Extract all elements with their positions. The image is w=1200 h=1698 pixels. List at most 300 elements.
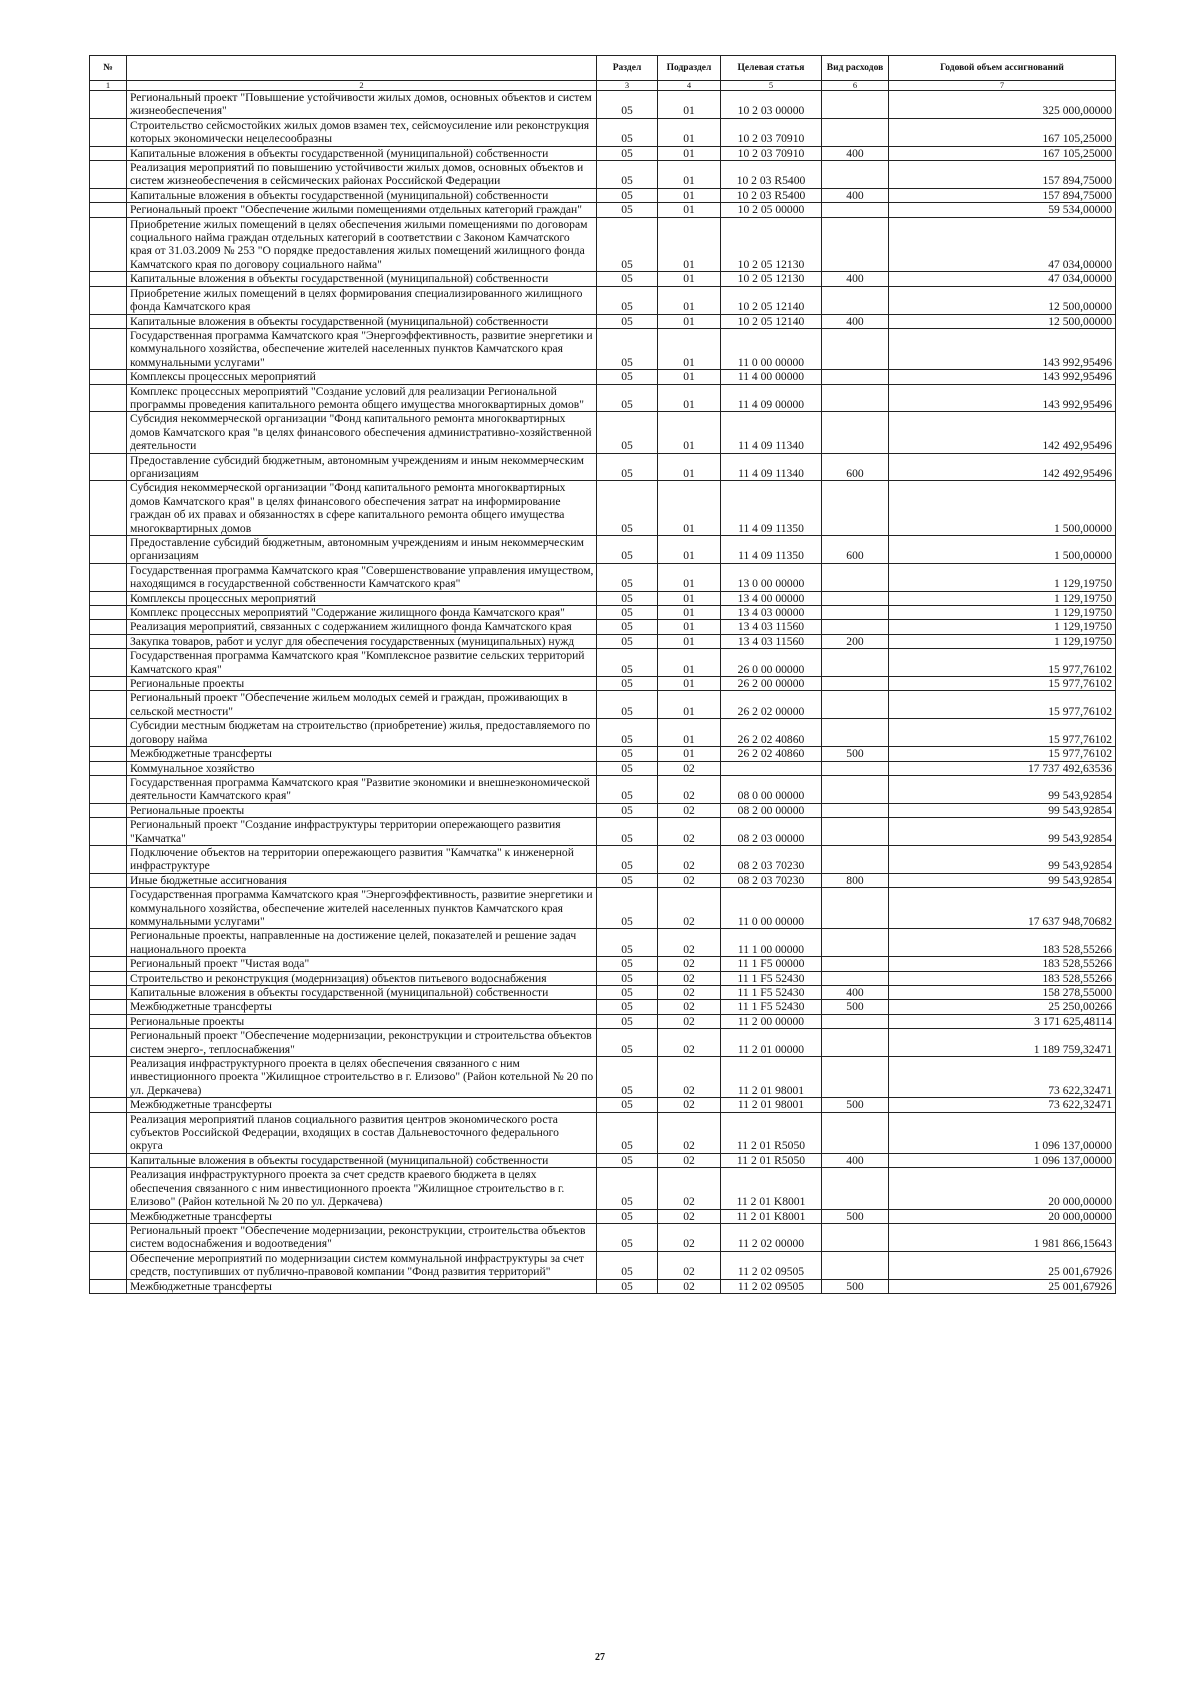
row-razdel: 05	[597, 803, 658, 817]
row-podrazdel: 02	[658, 803, 721, 817]
row-razdel: 05	[597, 272, 658, 286]
row-razdel: 05	[597, 1251, 658, 1279]
row-num	[90, 634, 127, 648]
table-row	[90, 272, 1116, 286]
row-target: 11 2 01 98001	[721, 1098, 822, 1112]
row-podrazdel: 01	[658, 563, 721, 591]
row-razdel: 05	[597, 606, 658, 620]
row-amount: 1 129,19750	[889, 563, 1116, 591]
row-amount: 15 977,76102	[889, 677, 1116, 691]
row-amount: 12 500,00000	[889, 286, 1116, 314]
row-num	[90, 677, 127, 691]
row-podrazdel: 02	[658, 1168, 721, 1209]
row-podrazdel: 01	[658, 453, 721, 481]
row-razdel: 05	[597, 1168, 658, 1209]
row-target: 11 4 00 00000	[721, 370, 822, 384]
table-row	[90, 1098, 1116, 1112]
row-podrazdel: 02	[658, 1014, 721, 1028]
row-target: 11 2 01 R5050	[721, 1153, 822, 1167]
table-row	[90, 775, 1116, 803]
row-razdel: 05	[597, 691, 658, 719]
table-row	[90, 328, 1116, 369]
row-podrazdel: 02	[658, 957, 721, 971]
row-num	[90, 929, 127, 957]
row-podrazdel: 01	[658, 536, 721, 564]
row-num	[90, 188, 127, 202]
row-vid: 500	[822, 1098, 889, 1112]
table-row	[90, 591, 1116, 605]
header-razdel: Раздел	[597, 56, 658, 81]
row-amount: 15 977,76102	[889, 649, 1116, 677]
row-target: 11 0 00 00000	[721, 328, 822, 369]
row-num	[90, 370, 127, 384]
table-row	[90, 691, 1116, 719]
row-amount: 1 096 137,00000	[889, 1153, 1116, 1167]
row-vid	[822, 845, 889, 873]
row-name: Обеспечение мероприятий по модернизации систем коммунальной инфраструктуры за счет средств, поступивших от публично-правовой компании "Фонд развития территорий"	[127, 1251, 597, 1279]
row-num	[90, 1153, 127, 1167]
row-vid: 600	[822, 453, 889, 481]
row-razdel: 05	[597, 873, 658, 887]
row-vid: 400	[822, 188, 889, 202]
row-razdel: 05	[597, 370, 658, 384]
row-vid	[822, 118, 889, 146]
row-amount: 1 500,00000	[889, 481, 1116, 536]
row-vid	[822, 481, 889, 536]
table-row	[90, 161, 1116, 189]
row-name: Комплексы процессных мероприятий	[127, 591, 597, 605]
row-name: Предоставление субсидий бюджетным, автономным учреждениям и иным некоммерческим организациям	[127, 536, 597, 564]
row-target: 11 1 F5 52430	[721, 1000, 822, 1014]
row-amount: 17 737 492,63536	[889, 761, 1116, 775]
header-amount: Годовой объем ассигнований	[889, 56, 1116, 81]
row-num	[90, 1223, 127, 1251]
row-name: Региональный проект "Обеспечение жилыми помещениями отдельных категорий граждан"	[127, 203, 597, 217]
table-row	[90, 971, 1116, 985]
row-num	[90, 1057, 127, 1098]
row-amount: 183 528,55266	[889, 971, 1116, 985]
row-num	[90, 719, 127, 747]
row-razdel: 05	[597, 719, 658, 747]
row-amount: 167 105,25000	[889, 146, 1116, 160]
row-target: 11 1 F5 52430	[721, 971, 822, 985]
row-target: 10 2 05 12140	[721, 286, 822, 314]
row-vid	[822, 384, 889, 412]
row-razdel: 05	[597, 1098, 658, 1112]
row-num	[90, 1029, 127, 1057]
row-podrazdel: 01	[658, 747, 721, 761]
row-amount: 3 171 625,48114	[889, 1014, 1116, 1028]
row-razdel: 05	[597, 845, 658, 873]
row-num	[90, 1251, 127, 1279]
row-vid	[822, 1014, 889, 1028]
row-amount: 1 129,19750	[889, 606, 1116, 620]
row-name: Региональный проект "Обеспечение модернизации, реконструкции и строительства объектов систем энерго-, теплоснабжения"	[127, 1029, 597, 1057]
row-amount: 183 528,55266	[889, 929, 1116, 957]
column-number: 5	[721, 81, 822, 91]
row-name: Комплексы процессных мероприятий	[127, 370, 597, 384]
row-vid	[822, 1112, 889, 1153]
column-number: 1	[90, 81, 127, 91]
row-name: Субсидия некоммерческой организации "Фонд капитального ремонта многоквартирных домов Камчатского края" в целях финансового обеспечения затрат на информирование граждан об их правах и обязанностях в сфере капитального ремонта общего имущества многоквартирных домов	[127, 481, 597, 536]
table-row	[90, 1251, 1116, 1279]
table-row	[90, 188, 1116, 202]
table-row	[90, 1223, 1116, 1251]
row-num	[90, 1098, 127, 1112]
row-num	[90, 563, 127, 591]
row-name: Закупка товаров, работ и услуг для обеспечения государственных (муниципальных) нужд	[127, 634, 597, 648]
row-name: Реализация инфраструктурного проекта за счет средств краевого бюджета в целях обеспечения связанного с ним инвестиционного проекта "Жилищное строительство в г. Елизово" (Район котельной № 20 по ул. Деркачева)	[127, 1168, 597, 1209]
table-row	[90, 563, 1116, 591]
table-row	[90, 873, 1116, 887]
row-podrazdel: 02	[658, 1223, 721, 1251]
row-vid: 400	[822, 146, 889, 160]
row-vid: 500	[822, 1000, 889, 1014]
row-podrazdel: 02	[658, 845, 721, 873]
row-name: Межбюджетные трансферты	[127, 1209, 597, 1223]
row-name: Региональный проект "Создание инфраструктуры территории опережающего развития "Камчатка"	[127, 818, 597, 846]
row-target: 13 4 00 00000	[721, 591, 822, 605]
row-podrazdel: 01	[658, 203, 721, 217]
row-podrazdel: 02	[658, 1098, 721, 1112]
row-razdel: 05	[597, 314, 658, 328]
row-razdel: 05	[597, 620, 658, 634]
row-podrazdel: 02	[658, 775, 721, 803]
table-row	[90, 747, 1116, 761]
row-razdel: 05	[597, 384, 658, 412]
row-target: 10 2 03 70910	[721, 146, 822, 160]
row-podrazdel: 02	[658, 818, 721, 846]
table-row	[90, 803, 1116, 817]
header-target: Целевая статья	[721, 56, 822, 81]
row-amount: 17 637 948,70682	[889, 888, 1116, 929]
row-vid	[822, 761, 889, 775]
row-razdel: 05	[597, 929, 658, 957]
row-amount: 15 977,76102	[889, 691, 1116, 719]
row-amount: 1 129,19750	[889, 591, 1116, 605]
table-row	[90, 1057, 1116, 1098]
row-podrazdel: 02	[658, 1209, 721, 1223]
row-razdel: 05	[597, 203, 658, 217]
row-vid	[822, 888, 889, 929]
row-vid	[822, 606, 889, 620]
row-vid	[822, 1251, 889, 1279]
row-razdel: 05	[597, 161, 658, 189]
row-num	[90, 384, 127, 412]
row-name: Государственная программа Камчатского края "Энергоэффективность, развитие энергетики и коммунального хозяйства, обеспечение жителей населенных пунктов Камчатского края коммунальными услугами"	[127, 328, 597, 369]
row-razdel: 05	[597, 1223, 658, 1251]
row-vid: 500	[822, 1279, 889, 1293]
row-razdel: 05	[597, 1153, 658, 1167]
row-amount: 1 129,19750	[889, 620, 1116, 634]
row-num	[90, 971, 127, 985]
row-target: 13 4 03 00000	[721, 606, 822, 620]
header-row	[90, 56, 1116, 81]
row-target: 10 2 05 12130	[721, 272, 822, 286]
row-razdel: 05	[597, 775, 658, 803]
column-number-row	[90, 81, 1116, 91]
row-razdel: 05	[597, 986, 658, 1000]
row-amount: 143 992,95496	[889, 384, 1116, 412]
row-razdel: 05	[597, 1112, 658, 1153]
row-amount: 325 000,00000	[889, 91, 1116, 119]
row-target: 11 0 00 00000	[721, 888, 822, 929]
table-row	[90, 118, 1116, 146]
row-amount: 59 534,00000	[889, 203, 1116, 217]
row-name: Региональный проект "Обеспечение жильем молодых семей и граждан, проживающих в сельской местности"	[127, 691, 597, 719]
row-podrazdel: 01	[658, 384, 721, 412]
row-target: 10 2 05 00000	[721, 203, 822, 217]
table-row	[90, 634, 1116, 648]
row-name: Региональный проект "Повышение устойчивости жилых домов, основных объектов и систем жизнеобеспечения"	[127, 91, 597, 119]
row-vid: 200	[822, 634, 889, 648]
row-podrazdel: 01	[658, 719, 721, 747]
row-num	[90, 649, 127, 677]
row-podrazdel: 01	[658, 634, 721, 648]
row-razdel: 05	[597, 888, 658, 929]
row-amount: 142 492,95496	[889, 412, 1116, 453]
row-amount: 73 622,32471	[889, 1057, 1116, 1098]
column-number: 4	[658, 81, 721, 91]
row-target: 08 2 00 00000	[721, 803, 822, 817]
row-target: 11 2 02 09505	[721, 1279, 822, 1293]
row-num	[90, 314, 127, 328]
row-podrazdel: 02	[658, 929, 721, 957]
row-name: Реализация инфраструктурного проекта в целях обеспечения связанного с ним инвестиционного проекта "Жилищное строительство в г. Елизово" (Район котельной № 20 по ул. Деркачева)	[127, 1057, 597, 1098]
row-razdel: 05	[597, 761, 658, 775]
row-razdel: 05	[597, 677, 658, 691]
header-podrazdel: Подраздел	[658, 56, 721, 81]
table-row	[90, 536, 1116, 564]
row-num	[90, 91, 127, 119]
row-vid	[822, 286, 889, 314]
row-target: 08 0 00 00000	[721, 775, 822, 803]
row-razdel: 05	[597, 118, 658, 146]
row-name: Иные бюджетные ассигнования	[127, 873, 597, 887]
page-number: 27	[595, 1652, 605, 1663]
row-target: 10 2 03 R5400	[721, 188, 822, 202]
header-vid: Вид расходов	[822, 56, 889, 81]
row-razdel: 05	[597, 188, 658, 202]
row-vid	[822, 161, 889, 189]
row-num	[90, 873, 127, 887]
row-podrazdel: 02	[658, 986, 721, 1000]
row-name: Комплекс процессных мероприятий "Содержание жилищного фонда Камчатского края"	[127, 606, 597, 620]
row-name: Субсидии местным бюджетам на строительство (приобретение) жилья, предоставляемого по договору найма	[127, 719, 597, 747]
row-podrazdel: 01	[658, 412, 721, 453]
row-podrazdel: 01	[658, 314, 721, 328]
column-number: 2	[127, 81, 597, 91]
row-podrazdel: 01	[658, 691, 721, 719]
row-name: Реализация мероприятий по повышению устойчивости жилых домов, основных объектов и систем жизнеобеспечения в сейсмических районах Российской Федерации	[127, 161, 597, 189]
row-amount: 47 034,00000	[889, 217, 1116, 272]
row-amount: 183 528,55266	[889, 957, 1116, 971]
budget-table	[89, 55, 1116, 1294]
row-target: 10 2 03 00000	[721, 91, 822, 119]
row-target: 11 4 09 11340	[721, 412, 822, 453]
row-podrazdel: 01	[658, 591, 721, 605]
row-name: Предоставление субсидий бюджетным, автономным учреждениям и иным некоммерческим организациям	[127, 453, 597, 481]
row-razdel: 05	[597, 412, 658, 453]
row-razdel: 05	[597, 971, 658, 985]
row-target: 26 0 00 00000	[721, 649, 822, 677]
row-vid: 400	[822, 986, 889, 1000]
row-num	[90, 761, 127, 775]
row-name: Межбюджетные трансферты	[127, 1000, 597, 1014]
row-podrazdel: 01	[658, 161, 721, 189]
row-amount: 20 000,00000	[889, 1168, 1116, 1209]
row-name: Региональный проект "Чистая вода"	[127, 957, 597, 971]
row-num	[90, 1209, 127, 1223]
table-row	[90, 649, 1116, 677]
row-name: Строительство сейсмостойких жилых домов взамен тех, сейсмоусиление или реконструкция которых экономически нецелесообразны	[127, 118, 597, 146]
row-vid	[822, 591, 889, 605]
row-podrazdel: 01	[658, 272, 721, 286]
row-name: Региональный проект "Обеспечение модернизации, реконструкции, строительства объектов систем водоснабжения и водоотведения"	[127, 1223, 597, 1251]
row-name: Капитальные вложения в объекты государственной (муниципальной) собственности	[127, 188, 597, 202]
row-name: Межбюджетные трансферты	[127, 1279, 597, 1293]
row-amount: 1 500,00000	[889, 536, 1116, 564]
table-row	[90, 606, 1116, 620]
row-name: Региональные проекты, направленные на достижение целей, показателей и решение задач национального проекта	[127, 929, 597, 957]
row-razdel: 05	[597, 536, 658, 564]
row-target: 11 2 01 98001	[721, 1057, 822, 1098]
row-num	[90, 217, 127, 272]
row-razdel: 05	[597, 591, 658, 605]
row-target: 13 0 00 00000	[721, 563, 822, 591]
row-podrazdel: 02	[658, 971, 721, 985]
row-amount: 1 981 866,15643	[889, 1223, 1116, 1251]
table-body	[90, 91, 1116, 1294]
row-amount: 20 000,00000	[889, 1209, 1116, 1223]
row-name: Государственная программа Камчатского края "Комплексное развитие сельских территорий Камчатского края"	[127, 649, 597, 677]
row-name: Строительство и реконструкция (модернизация) объектов питьевого водоснабжения	[127, 971, 597, 985]
table-row	[90, 1112, 1116, 1153]
row-num	[90, 1014, 127, 1028]
row-num	[90, 1112, 127, 1153]
header-num: №	[90, 56, 127, 81]
row-num	[90, 591, 127, 605]
row-vid	[822, 620, 889, 634]
row-num	[90, 1000, 127, 1014]
row-name: Реализация мероприятий, связанных с содержанием жилищного фонда Камчатского края	[127, 620, 597, 634]
table-row	[90, 1000, 1116, 1014]
row-amount: 157 894,75000	[889, 161, 1116, 189]
row-amount: 25 250,00266	[889, 1000, 1116, 1014]
table-row	[90, 203, 1116, 217]
row-name: Региональные проекты	[127, 1014, 597, 1028]
row-target: 10 2 03 70910	[721, 118, 822, 146]
row-podrazdel: 02	[658, 1000, 721, 1014]
row-podrazdel: 01	[658, 677, 721, 691]
row-name: Капитальные вложения в объекты государственной (муниципальной) собственности	[127, 314, 597, 328]
table-row	[90, 986, 1116, 1000]
table-row	[90, 957, 1116, 971]
table-row	[90, 1153, 1116, 1167]
row-vid	[822, 203, 889, 217]
row-vid	[822, 328, 889, 369]
row-podrazdel: 02	[658, 873, 721, 887]
row-target: 11 2 00 00000	[721, 1014, 822, 1028]
row-amount: 157 894,75000	[889, 188, 1116, 202]
row-razdel: 05	[597, 649, 658, 677]
row-target: 11 2 02 09505	[721, 1251, 822, 1279]
row-vid: 400	[822, 1153, 889, 1167]
row-vid: 400	[822, 314, 889, 328]
row-razdel: 05	[597, 818, 658, 846]
row-name: Приобретение жилых помещений в целях формирования специализированного жилищного фонда Камчатского края	[127, 286, 597, 314]
row-name: Региональные проекты	[127, 803, 597, 817]
row-razdel: 05	[597, 563, 658, 591]
header-name	[127, 56, 597, 81]
row-vid	[822, 971, 889, 985]
row-num	[90, 747, 127, 761]
row-amount: 143 992,95496	[889, 370, 1116, 384]
row-razdel: 05	[597, 217, 658, 272]
row-num	[90, 1168, 127, 1209]
row-podrazdel: 01	[658, 649, 721, 677]
row-name: Государственная программа Камчатского края "Энергоэффективность, развитие энергетики и коммунального хозяйства, обеспечение жителей населенных пунктов Камчатского края коммунальными услугами"	[127, 888, 597, 929]
row-name: Капитальные вложения в объекты государственной (муниципальной) собственности	[127, 986, 597, 1000]
row-podrazdel: 01	[658, 217, 721, 272]
row-target: 10 2 05 12140	[721, 314, 822, 328]
row-vid	[822, 691, 889, 719]
row-podrazdel: 02	[658, 888, 721, 929]
row-name: Капитальные вложения в объекты государственной (муниципальной) собственности	[127, 1153, 597, 1167]
row-name: Коммунальное хозяйство	[127, 761, 597, 775]
row-vid	[822, 217, 889, 272]
row-podrazdel: 01	[658, 188, 721, 202]
row-amount: 99 543,92854	[889, 775, 1116, 803]
row-target: 11 2 01 K8001	[721, 1209, 822, 1223]
row-vid: 500	[822, 747, 889, 761]
table-row	[90, 929, 1116, 957]
row-amount: 99 543,92854	[889, 873, 1116, 887]
row-num	[90, 818, 127, 846]
row-target: 08 2 03 00000	[721, 818, 822, 846]
row-name: Межбюджетные трансферты	[127, 747, 597, 761]
row-podrazdel: 01	[658, 481, 721, 536]
table-row	[90, 719, 1116, 747]
row-razdel: 05	[597, 957, 658, 971]
table-row	[90, 761, 1116, 775]
row-podrazdel: 01	[658, 328, 721, 369]
row-podrazdel: 01	[658, 118, 721, 146]
row-amount: 12 500,00000	[889, 314, 1116, 328]
row-target	[721, 761, 822, 775]
row-num	[90, 203, 127, 217]
row-target: 13 4 03 11560	[721, 634, 822, 648]
row-vid	[822, 1057, 889, 1098]
column-number: 3	[597, 81, 658, 91]
row-num	[90, 888, 127, 929]
row-num	[90, 536, 127, 564]
row-num	[90, 412, 127, 453]
row-razdel: 05	[597, 1014, 658, 1028]
row-num	[90, 272, 127, 286]
row-target: 26 2 02 40860	[721, 719, 822, 747]
row-name: Приобретение жилых помещений в целях обеспечения жилыми помещениями по договорам социального найма граждан отдельных категорий в соответствии с Законом Камчатского края от 31.03.2009 № 253 "О порядке предоставления жилых помещений жилищного фонда Камчатского края по договору социального найма"	[127, 217, 597, 272]
row-razdel: 05	[597, 1029, 658, 1057]
row-target: 11 1 00 00000	[721, 929, 822, 957]
row-name: Государственная программа Камчатского края "Совершенствование управления имуществом, находящимся в государственной собственности Камчатского края"	[127, 563, 597, 591]
row-num	[90, 1279, 127, 1293]
row-razdel: 05	[597, 91, 658, 119]
row-num	[90, 606, 127, 620]
row-name: Региональные проекты	[127, 677, 597, 691]
row-amount: 25 001,67926	[889, 1251, 1116, 1279]
row-vid	[822, 719, 889, 747]
